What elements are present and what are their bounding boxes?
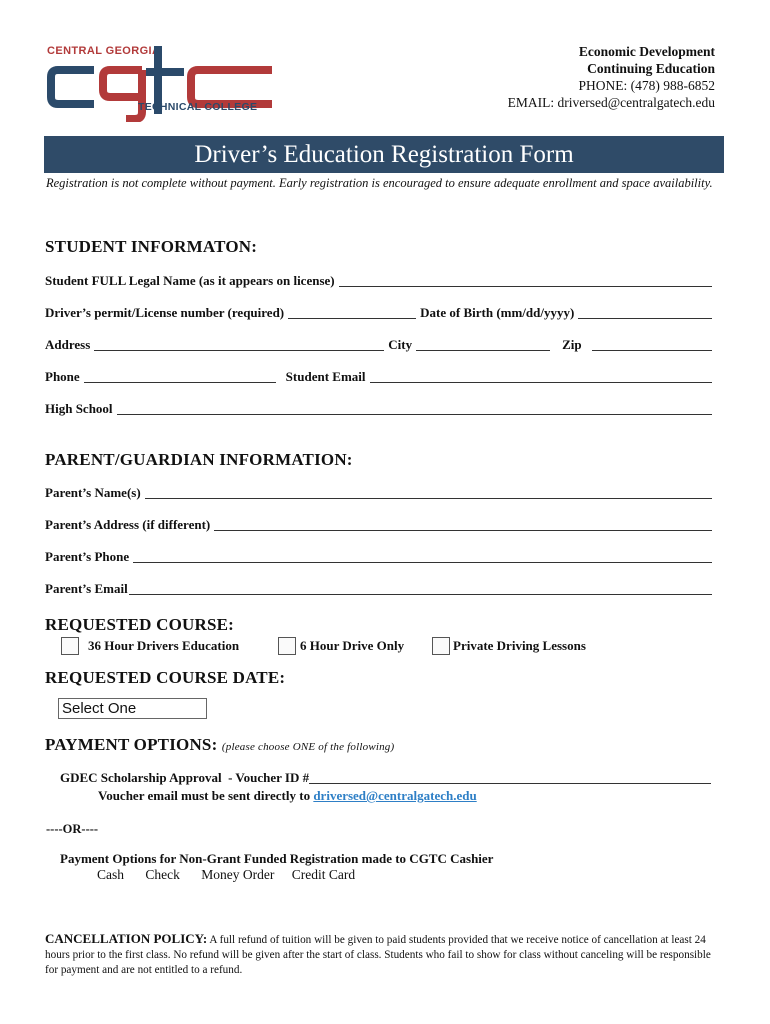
address-label: Address	[45, 337, 91, 352]
high-school-label: High School	[45, 401, 113, 416]
course-section-heading: REQUESTED COURSE:	[45, 615, 235, 634]
division-line: Continuing Education	[587, 61, 715, 76]
student-name-label: Student FULL Legal Name (as it appears on license)	[45, 273, 335, 288]
payment-method-cash: Cash	[97, 867, 124, 882]
phone-line: PHONE: (478) 988-6852	[578, 78, 715, 93]
parent-email-row	[45, 581, 716, 597]
permit-dob-row	[45, 305, 716, 321]
logo-bottom-text: TECHNICAL COLLEGE	[138, 101, 258, 113]
parent-phone-row	[45, 549, 716, 565]
student-email-label: Student Email	[285, 369, 366, 384]
parent-section-heading: PARENT/GUARDIAN INFORMATION:	[45, 450, 353, 469]
course-private-label: Private Driving Lessons	[453, 638, 586, 653]
voucher-id-field[interactable]	[309, 772, 711, 784]
zip-field[interactable]	[592, 339, 712, 351]
student-email-field[interactable]	[370, 371, 713, 383]
email-line: EMAIL: driversed@centralgatech.edu	[507, 95, 715, 110]
parent-phone-field[interactable]	[133, 551, 712, 563]
voucher-email-link[interactable]: driversed@centralgatech.edu	[313, 788, 477, 803]
high-school-row	[45, 401, 716, 417]
or-divider: ----OR----	[46, 822, 99, 836]
course-6-hour-label: 6 Hour Drive Only	[300, 638, 405, 653]
logo-top-text: CENTRAL GEORGIA	[47, 45, 161, 57]
permit-label: Driver’s permit/License number (required)	[45, 305, 285, 320]
payment-method-credit-card: Credit Card	[291, 867, 356, 882]
phone-label: Phone	[45, 369, 80, 384]
city-field[interactable]	[416, 339, 550, 351]
cancellation-policy	[45, 931, 725, 978]
contact-block	[508, 43, 715, 111]
parent-phone-label: Parent’s Phone	[45, 549, 130, 564]
form-title-banner: Driver’s Education Registration Form	[44, 136, 724, 173]
department-line: Economic Development	[578, 44, 715, 59]
voucher-instruction-text: Voucher email must be sent directly to	[98, 788, 311, 803]
student-name-row	[45, 273, 716, 289]
payment-heading: PAYMENT OPTIONS:	[45, 735, 218, 754]
payment-note: (please choose ONE of the following)	[221, 741, 395, 753]
student-section-heading: STUDENT INFORMATON:	[45, 237, 258, 256]
zip-label: Zip	[562, 337, 582, 352]
parent-name-field[interactable]	[145, 487, 712, 499]
address-row	[45, 337, 716, 353]
gdec-label: GDEC Scholarship Approval - Voucher ID #	[60, 770, 310, 785]
course-date-select[interactable]: Select One	[58, 698, 207, 719]
high-school-field[interactable]	[117, 403, 712, 415]
parent-email-label: Parent’s Email	[45, 581, 128, 596]
parent-name-label: Parent’s Name(s)	[45, 485, 141, 500]
course-option-private[interactable]	[432, 637, 586, 655]
gdec-row	[60, 770, 715, 786]
course-36-hour-checkbox[interactable]	[61, 637, 79, 655]
phone-email-row	[45, 369, 716, 385]
registration-note: Registration is not complete without payment. Early registration is encouraged to ensure adequate enrollment and space availability.	[46, 176, 713, 190]
parent-address-label: Parent’s Address (if different)	[45, 517, 211, 532]
dob-field[interactable]	[578, 307, 712, 319]
phone-field[interactable]	[84, 371, 276, 383]
city-label: City	[388, 337, 413, 352]
policy-text: A full refund of tuition will be given to paid students provided that we receive notice of cancellation at least 24 hours prior to the first class. No refund will be given after the start of class. Students who fail to show for class without canceling will be responsible for payment and are not entitled to a refund.	[45, 934, 711, 976]
course-private-checkbox[interactable]	[432, 637, 450, 655]
course-date-heading: REQUESTED COURSE DATE:	[45, 668, 286, 687]
student-name-field[interactable]	[339, 275, 712, 287]
payment-method-money-order: Money Order	[201, 867, 275, 882]
parent-address-row	[45, 517, 716, 533]
parent-address-field[interactable]	[214, 519, 712, 531]
voucher-instruction	[98, 788, 477, 804]
payment-method-check: Check	[145, 867, 180, 882]
course-option-6-hour[interactable]	[278, 637, 404, 655]
payment-heading-row	[45, 735, 394, 755]
parent-email-field[interactable]	[129, 583, 712, 595]
course-option-36-hour[interactable]	[61, 637, 239, 655]
course-6-hour-checkbox[interactable]	[278, 637, 296, 655]
parent-name-row	[45, 485, 716, 501]
non-grant-heading: Payment Options for Non-Grant Funded Registration made to CGTC Cashier	[60, 851, 494, 866]
course-36-hour-label: 36 Hour Drivers Education	[88, 638, 240, 653]
policy-label: CANCELLATION POLICY:	[45, 931, 208, 946]
dob-label: Date of Birth (mm/dd/yyyy)	[420, 305, 575, 320]
permit-field[interactable]	[288, 307, 416, 319]
address-field[interactable]	[94, 339, 384, 351]
payment-methods	[97, 867, 355, 883]
